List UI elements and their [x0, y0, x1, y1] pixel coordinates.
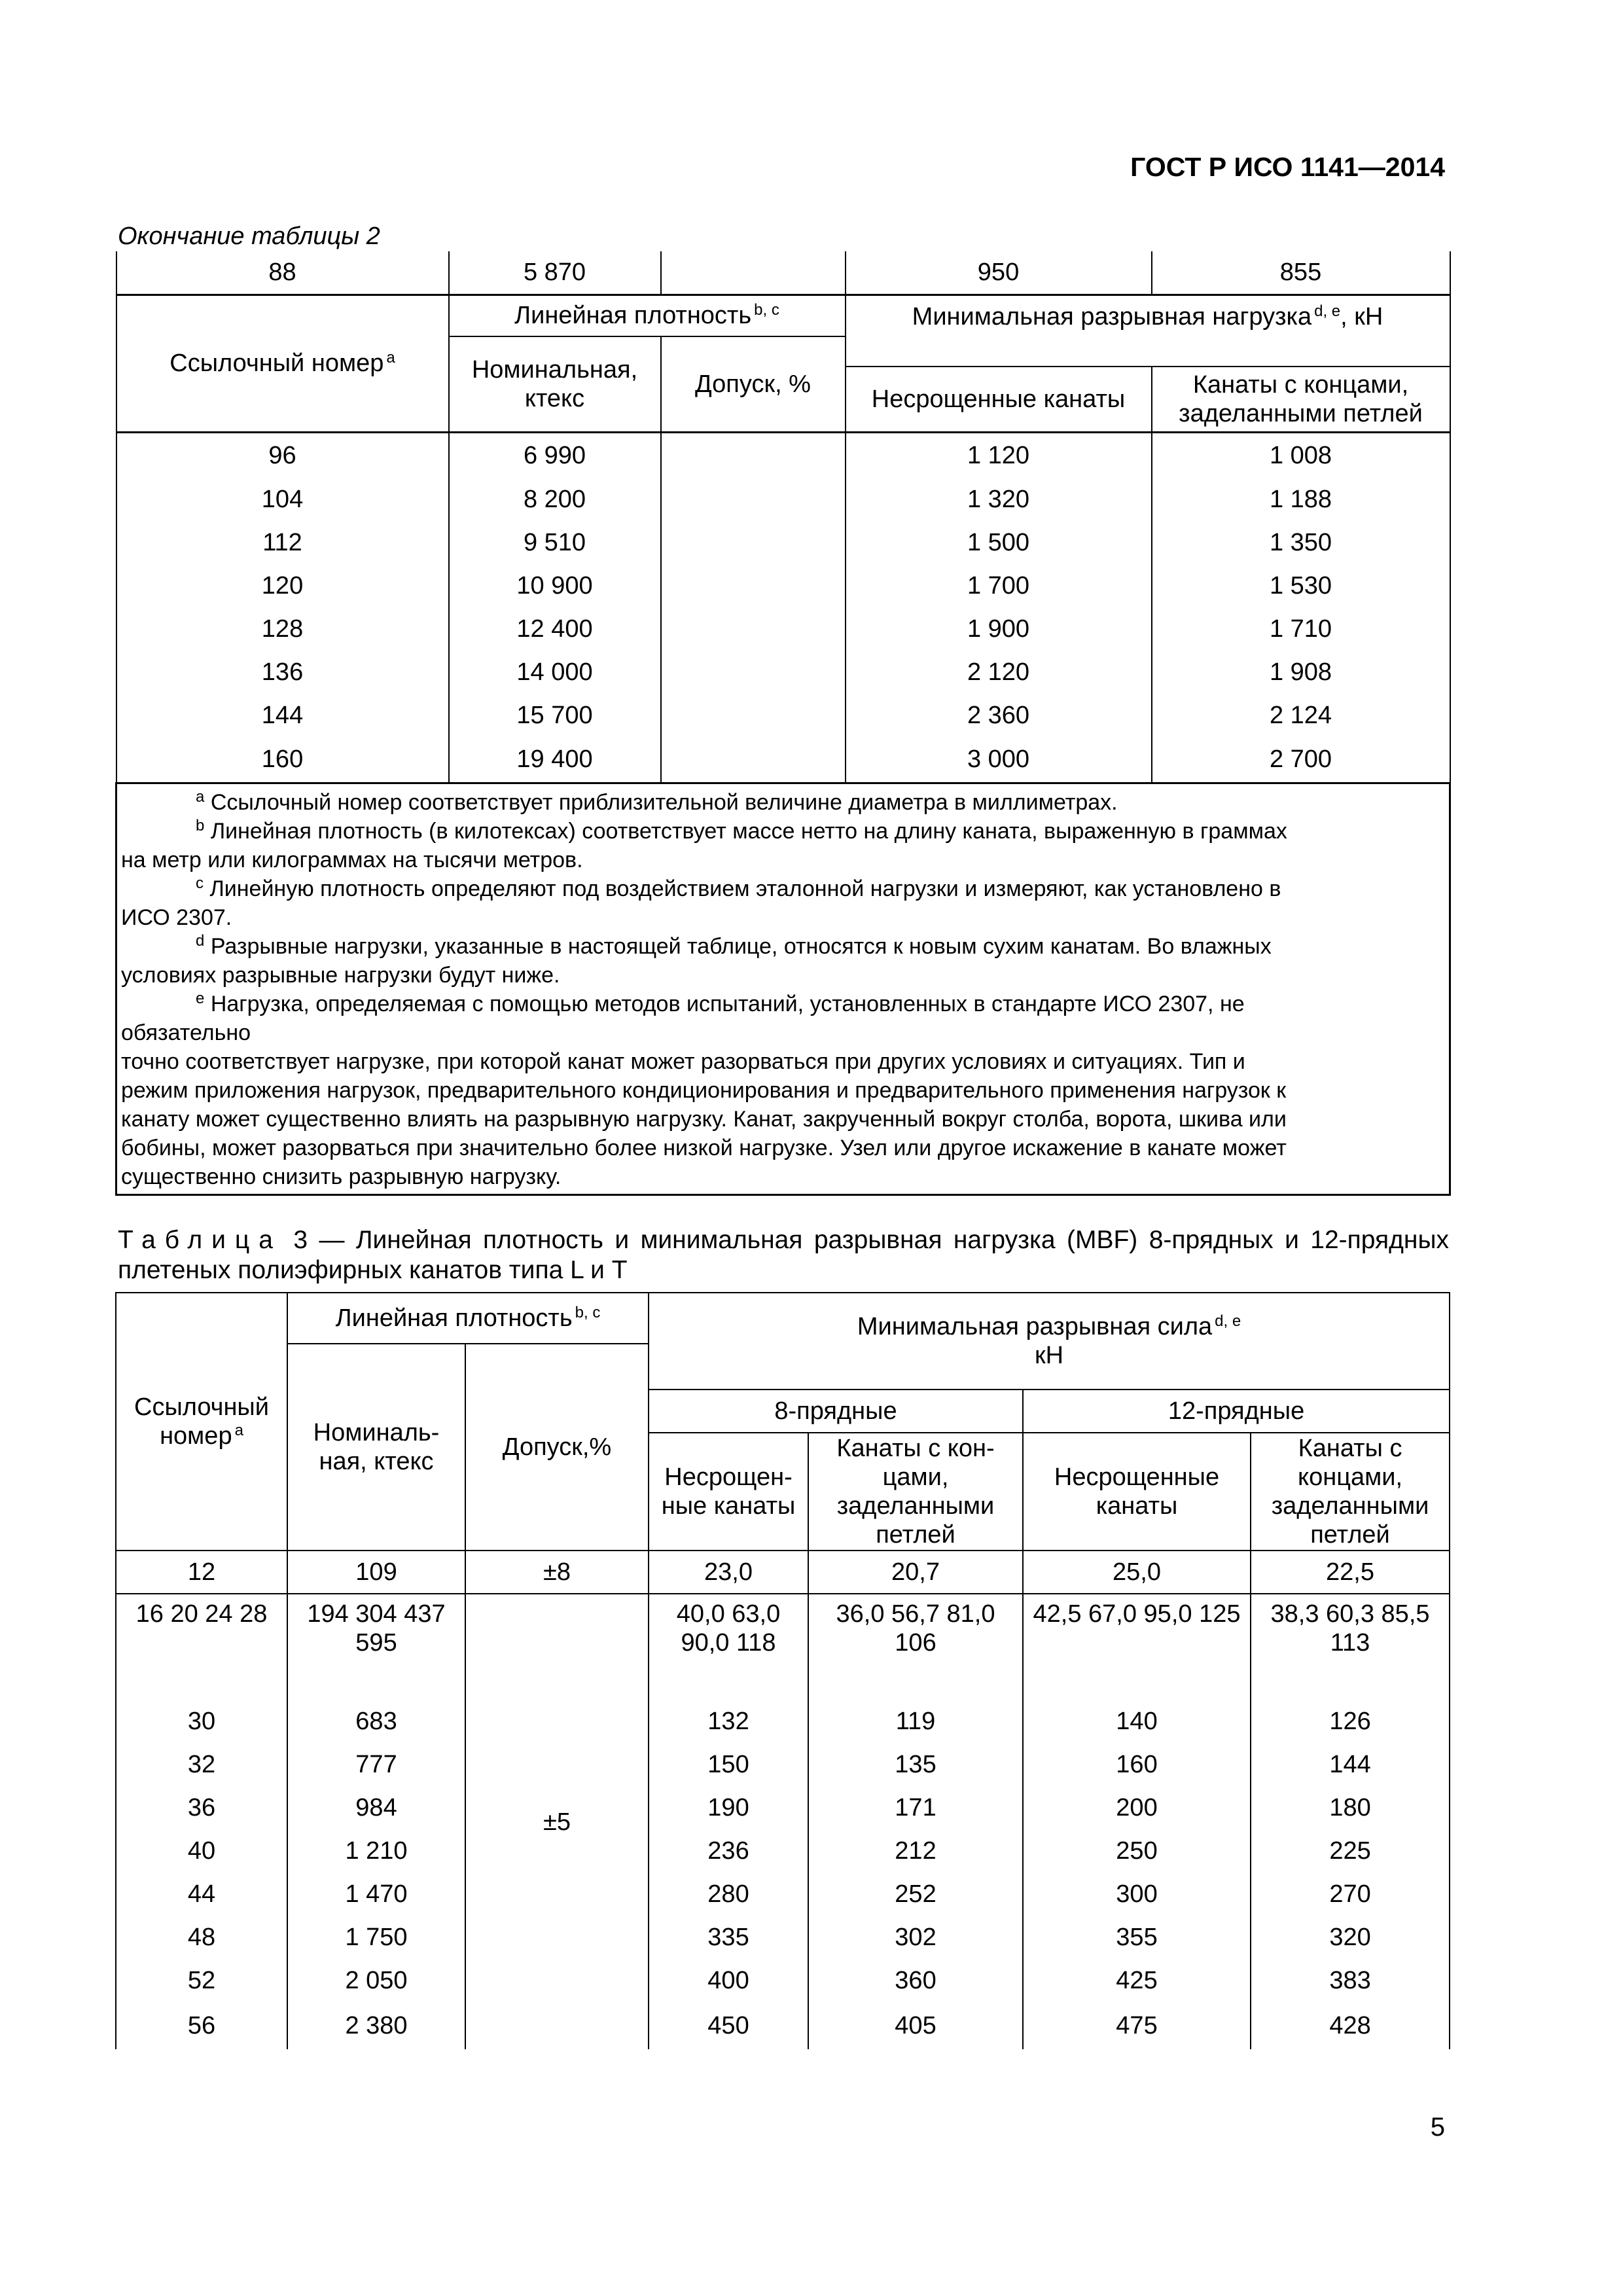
cell: 30 — [116, 1700, 287, 1743]
header-tolerance: Допуск, % — [661, 336, 846, 432]
table-header-row — [116, 1293, 1450, 1344]
note-d: $^d$ Разрывные нагрузки, указанные в настоящей таблице, относятся к новым сухим канатам. Во влажных — [196, 931, 1272, 959]
table-header-row — [116, 295, 1450, 336]
note-e-cont: бобины, может разорваться при значительно более низкой нагрузке. Узел или другое искажение в канате может — [121, 1135, 1287, 1160]
header-linear-density: Линейная плотность $^{b, c}$ — [287, 1293, 649, 1344]
table-row — [116, 521, 1450, 564]
table-continuation-label: Окончание таблицы 2 — [118, 223, 380, 250]
cell: 10 900 — [449, 564, 661, 607]
cell: 1 210 — [287, 1829, 465, 1873]
cell: 40,0 63,0 90,0 118 — [649, 1594, 808, 1700]
cell: 2 124 — [1152, 694, 1450, 737]
cell: 200 — [1023, 1786, 1251, 1829]
table-row — [116, 737, 1450, 783]
header-eye-spliced-8: Канаты с кон-цами, заделанными петлей — [808, 1433, 1023, 1551]
note-b-cont: на метр или килограммах на тысячи метров. — [121, 847, 583, 872]
cell: 270 — [1251, 1873, 1450, 1916]
cell: 9 510 — [449, 521, 661, 564]
cell: 128 — [116, 607, 449, 651]
cell: 225 — [1251, 1829, 1450, 1873]
cell: 1 700 — [846, 564, 1152, 607]
cell: 212 — [808, 1829, 1023, 1873]
cell: 1 350 — [1152, 521, 1450, 564]
cell — [661, 564, 846, 607]
cell: 1 900 — [846, 607, 1152, 651]
table-row — [116, 2002, 1450, 2049]
table-3 — [115, 1292, 1450, 2049]
header-tolerance: Допуск,% — [465, 1344, 649, 1551]
cell: 320 — [1251, 1916, 1450, 1959]
cell: 38,3 60,3 85,5 113 — [1251, 1594, 1450, 1700]
cell: 8 200 — [449, 478, 661, 521]
cell: 250 — [1023, 1829, 1251, 1873]
cell: 56 — [116, 2002, 287, 2049]
cell: 104 — [116, 478, 449, 521]
cell: 144 — [1251, 1743, 1450, 1786]
cell: 984 — [287, 1786, 465, 1829]
cell: 425 — [1023, 1959, 1251, 2002]
table-2 — [115, 251, 1451, 1196]
cell: 855 — [1152, 251, 1450, 295]
page-number: 5 — [1430, 2113, 1445, 2142]
cell — [661, 432, 846, 478]
cell: 1 120 — [846, 432, 1152, 478]
cell: 1 530 — [1152, 564, 1450, 607]
cell: 683 — [287, 1700, 465, 1743]
table-row — [116, 432, 1450, 478]
cell: 236 — [649, 1829, 808, 1873]
cell: 136 — [116, 651, 449, 694]
cell: 135 — [808, 1743, 1023, 1786]
cell: 950 — [846, 251, 1152, 295]
note-a: $^a$ Ссылочный номер соответствует приблизительной величине диаметра в миллиметрах. — [196, 787, 1118, 815]
cell: 126 — [1251, 1700, 1450, 1743]
cell: 12 — [116, 1551, 287, 1594]
cell: 25,0 — [1023, 1551, 1251, 1594]
cell: 1 908 — [1152, 651, 1450, 694]
table-row — [116, 478, 1450, 521]
cell: 36 — [116, 1786, 287, 1829]
header-12-strand: 12-прядные — [1023, 1390, 1450, 1433]
table-row — [116, 1873, 1450, 1916]
cell: 280 — [649, 1873, 808, 1916]
header-ref-number: Ссылочный номер $^a$ — [116, 295, 449, 432]
table-row-merged — [116, 1594, 1450, 1700]
cell: 300 — [1023, 1873, 1251, 1916]
note-e-cont: канату может существенно влиять на разрывную нагрузку. Канат, закрученный вокруг столба, ворота, шкива или — [121, 1106, 1287, 1132]
cell: 20,7 — [808, 1551, 1023, 1594]
header-unspliced: Несрощенные канаты — [846, 367, 1152, 432]
cell: 120 — [116, 564, 449, 607]
table-row — [116, 1551, 1450, 1594]
header-nominal: Номинальная, ктекс — [449, 336, 661, 432]
cell: 144 — [116, 694, 449, 737]
cell — [661, 251, 846, 295]
header-linear-density: Линейная плотность $^{b, c}$ — [449, 295, 846, 336]
cell: 44 — [116, 1873, 287, 1916]
table-row — [116, 1916, 1450, 1959]
cell: 52 — [116, 1959, 287, 2002]
table-row — [116, 1786, 1450, 1829]
table-row — [116, 607, 1450, 651]
cell: 48 — [116, 1916, 287, 1959]
cell: 3 000 — [846, 737, 1152, 783]
cell: 1 500 — [846, 521, 1152, 564]
header-min-breaking-load: Минимальная разрывная нагрузка $^{d, e}$, кН — [846, 295, 1450, 367]
cell: 16 20 24 28 — [116, 1594, 287, 1700]
cell — [661, 694, 846, 737]
table-3-caption: Таблица 3 — Линейная плотность и минимальная разрывная нагрузка (MBF) 8-прядных и 12-прядных плетеных полиэфирных канатов типа L и T — [118, 1226, 1449, 1284]
header-min-breaking-force: Минимальная разрывная сила $^{d, e}$ кН — [649, 1293, 1450, 1390]
cell: 160 — [1023, 1743, 1251, 1786]
note-c: $^c$ Линейную плотность определяют под воздействием эталонной нагрузки и измеряют, как установлено в — [196, 874, 1281, 901]
cell: 194 304 437 595 — [287, 1594, 465, 1700]
cell: 1 470 — [287, 1873, 465, 1916]
document-code: ГОСТ Р ИСО 1141—2014 — [1130, 152, 1445, 182]
cell: 1 320 — [846, 478, 1152, 521]
cell: 112 — [116, 521, 449, 564]
table-row — [116, 1829, 1450, 1873]
cell: 140 — [1023, 1700, 1251, 1743]
cell: 1 188 — [1152, 478, 1450, 521]
cell: 252 — [808, 1873, 1023, 1916]
cell: 1 008 — [1152, 432, 1450, 478]
cell — [661, 478, 846, 521]
cell: 190 — [649, 1786, 808, 1829]
cell: 22,5 — [1251, 1551, 1450, 1594]
cell: 335 — [649, 1916, 808, 1959]
cell: 180 — [1251, 1786, 1450, 1829]
cell: ±8 — [465, 1551, 649, 1594]
cell: 5 870 — [449, 251, 661, 295]
cell: 405 — [808, 2002, 1023, 2049]
cell: 42,5 67,0 95,0 125 — [1023, 1594, 1251, 1700]
cell — [661, 521, 846, 564]
table-row — [116, 694, 1450, 737]
note-c-cont: ИСО 2307. — [121, 905, 232, 930]
cell: 40 — [116, 1829, 287, 1873]
note-e-cont: режим приложения нагрузок, предварительного кондиционирования и предварительного применения нагрузок к — [121, 1077, 1287, 1103]
cell: 400 — [649, 1959, 808, 2002]
note-e: $^e$ Нагрузка, определяемая с помощью методов испытаний, установленных в стандарте ИСО 2307, не — [196, 989, 1245, 1016]
note-b: $^b$ Линейная плотность (в килотексах) соответствует массе нетто на длину каната, выраженную в граммах — [196, 816, 1287, 844]
cell: 32 — [116, 1743, 287, 1786]
cell-tolerance-main: ±5 — [465, 1594, 649, 2049]
cell — [661, 651, 846, 694]
header-8-strand: 8-прядные — [649, 1390, 1023, 1433]
cell: 96 — [116, 432, 449, 478]
cell: 302 — [808, 1916, 1023, 1959]
cell: 160 — [116, 737, 449, 783]
cell: 2 380 — [287, 2002, 465, 2049]
table-row — [116, 1700, 1450, 1743]
header-ref-number: Ссылочный номер $^a$ — [116, 1293, 287, 1551]
header-unspliced-8: Несрощен-ные канаты — [649, 1433, 808, 1551]
cell: 360 — [808, 1959, 1023, 2002]
header-unspliced-12: Несрощенные канаты — [1023, 1433, 1251, 1551]
cell — [661, 737, 846, 783]
note-e-cont: существенно снизить разрывную нагрузку. — [121, 1164, 562, 1189]
cell: 171 — [808, 1786, 1023, 1829]
cell: 88 — [116, 251, 449, 295]
cell: 475 — [1023, 2002, 1251, 2049]
table-row — [116, 1743, 1450, 1786]
table-row — [116, 651, 1450, 694]
cell: 2 120 — [846, 651, 1152, 694]
note-e-cont: обязательно — [121, 1020, 251, 1045]
header-nominal: Номиналь-ная, ктекс — [287, 1344, 465, 1551]
table-row — [116, 1959, 1450, 2002]
cell: 14 000 — [449, 651, 661, 694]
header-eye-spliced: Канаты с концами, заделанными петлей — [1152, 367, 1450, 432]
cell: 383 — [1251, 1959, 1450, 2002]
cell: 15 700 — [449, 694, 661, 737]
cell: 2 360 — [846, 694, 1152, 737]
cell: 119 — [808, 1700, 1023, 1743]
cell: 1 710 — [1152, 607, 1450, 651]
table-row — [116, 251, 1450, 295]
note-e-cont: точно соответствует нагрузке, при которой канат может разорваться при других условиях и ситуациях. Тип и — [121, 1049, 1245, 1074]
table-notes-row — [116, 783, 1450, 1194]
cell — [661, 607, 846, 651]
cell: 450 — [649, 2002, 808, 2049]
cell: 6 990 — [449, 432, 661, 478]
cell: 1 750 — [287, 1916, 465, 1959]
cell: 2 050 — [287, 1959, 465, 2002]
cell: 428 — [1251, 2002, 1450, 2049]
cell: 777 — [287, 1743, 465, 1786]
cell: 12 400 — [449, 607, 661, 651]
cell: 19 400 — [449, 737, 661, 783]
header-eye-spliced-12: Канаты с концами, заделанными петлей — [1251, 1433, 1450, 1551]
cell: 109 — [287, 1551, 465, 1594]
cell: 355 — [1023, 1916, 1251, 1959]
note-d-cont: условиях разрывные нагрузки будут ниже. — [121, 962, 560, 988]
cell: 150 — [649, 1743, 808, 1786]
table-notes — [116, 783, 1450, 1194]
cell: 132 — [649, 1700, 808, 1743]
table-row — [116, 564, 1450, 607]
cell: 23,0 — [649, 1551, 808, 1594]
cell: 36,0 56,7 81,0 106 — [808, 1594, 1023, 1700]
cell: 2 700 — [1152, 737, 1450, 783]
